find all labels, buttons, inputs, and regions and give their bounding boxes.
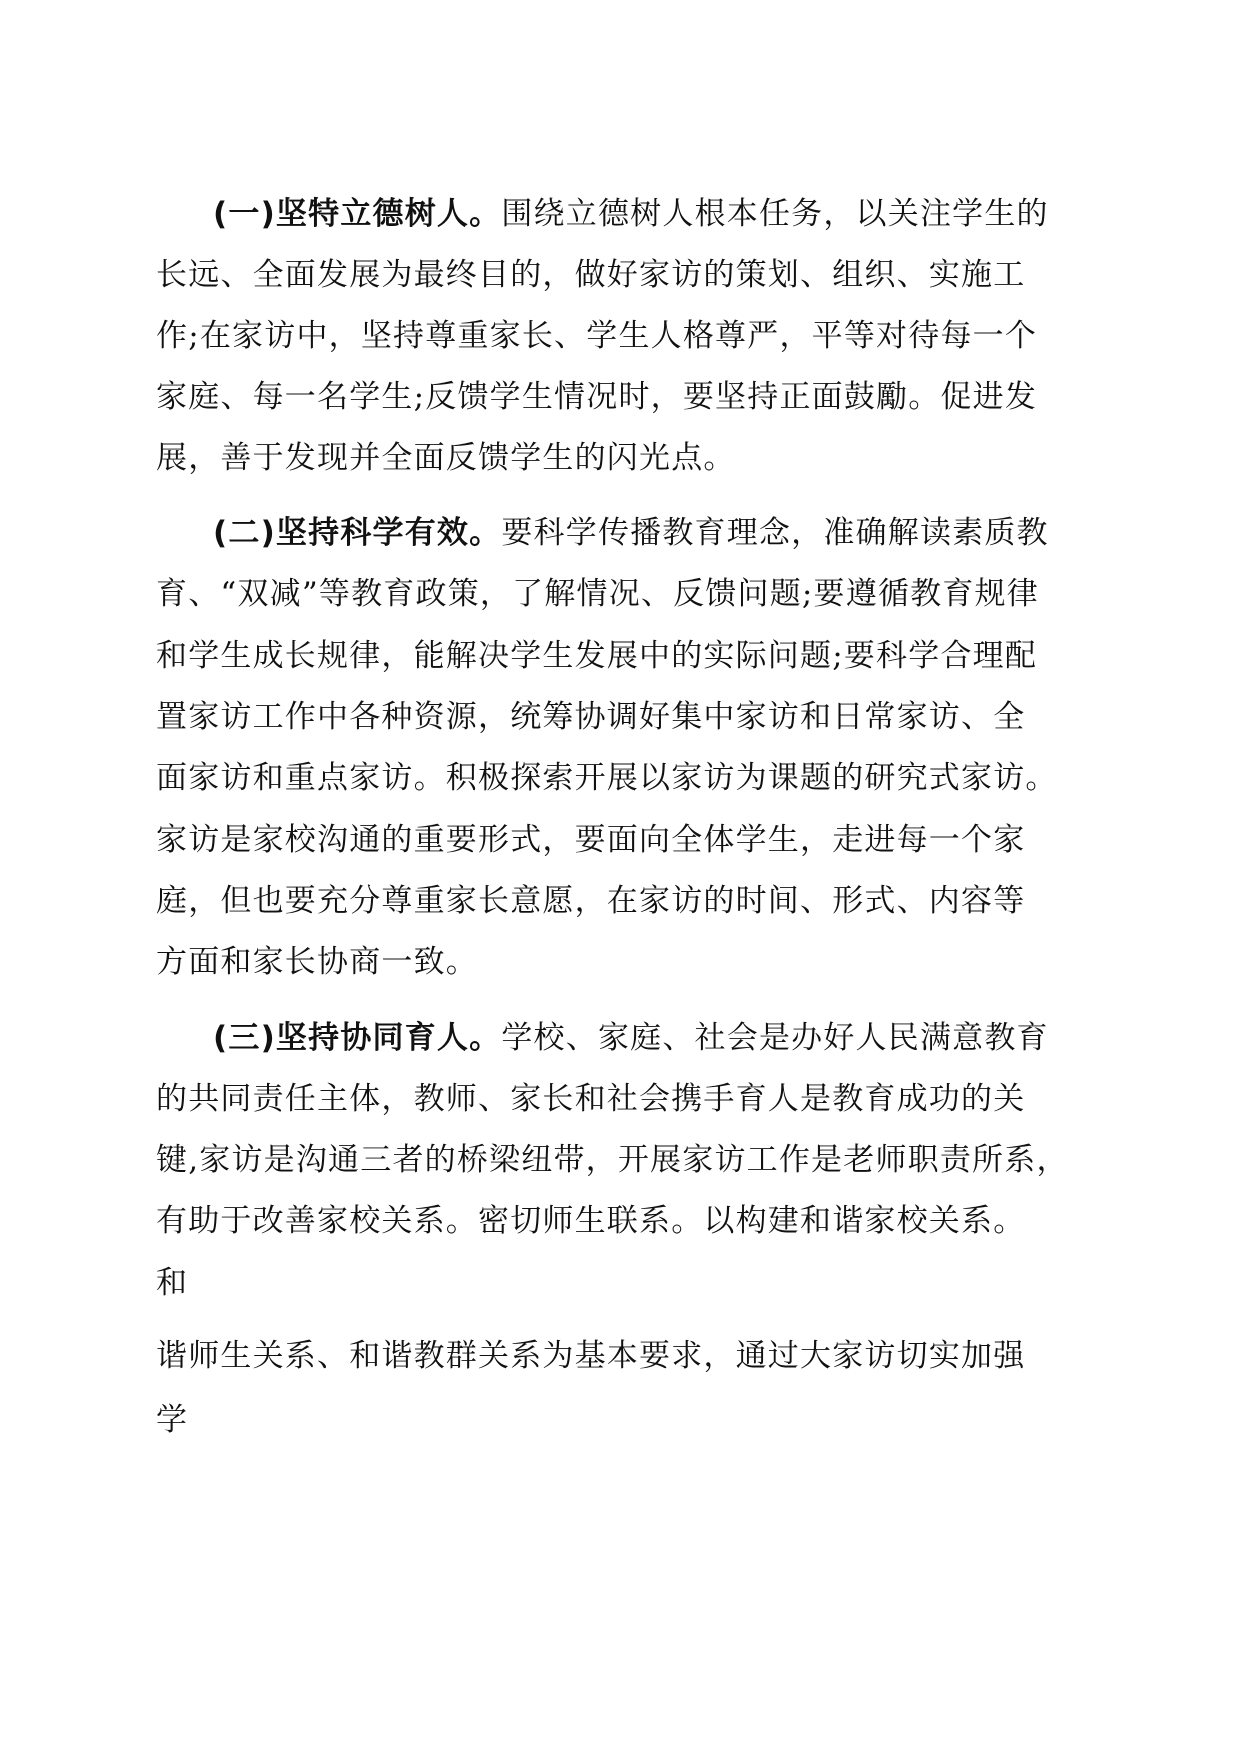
paragraph-2-line-3: 和学生成长规律，能解决学生发展中的实际问题;要科学合理配: [156, 638, 1038, 674]
paragraph-3-line-4: 有助于改善家校关系。密切师生联系。以构建和谐家校关系。: [156, 1203, 1026, 1239]
paragraph-3-heading: (三)坚持协同育人。: [213, 1020, 502, 1056]
paragraph-1-line-1: [213, 194, 1049, 234]
paragraph-3-line-5: 和: [156, 1265, 189, 1301]
paragraph-2-line-1: [213, 513, 1049, 553]
paragraph-1-line-4: 家庭、每一名学生;反馈学生情况时，要坚持正面鼓勵。促进发: [156, 379, 1038, 415]
paragraph-3-line-6: 谐师生关系、和谐教群关系为基本要求，通过大家访切实加强: [156, 1338, 1026, 1374]
paragraph-1-line-3: 作;在家访中，坚持尊重家长、学生人格尊严，平等对待每一个: [156, 318, 1038, 354]
paragraph-1-line-5: 展，善于发现并全面反馈学生的闪光点。: [156, 440, 736, 476]
paragraph-1-line-1-text: 围绕立德树人根本任务，以关注学生的: [501, 196, 1049, 232]
paragraph-2-line-7: 庭，但也要充分尊重家长意愿，在家访的时间、形式、内容等: [156, 883, 1026, 919]
paragraph-2-line-4: 置家访工作中各种资源，统筹协调好集中家访和日常家访、全: [156, 699, 1026, 735]
paragraph-2-line-8: 方面和家长协商一致。: [156, 944, 478, 980]
paragraph-3-line-1: [213, 1018, 1049, 1058]
paragraph-3-line-7: 学: [156, 1402, 189, 1438]
paragraph-3-line-2: 的共同责任主体，教师、家长和社会携手育人是教育成功的关: [156, 1081, 1026, 1117]
paragraph-2-line-2: 育、“双减”等教育政策，了解情况、反馈问题;要遵循教育规律: [156, 576, 1039, 612]
paragraph-2-line-5: 面家访和重点家访。积极探索开展以家访为课题的研究式家访。: [156, 760, 1058, 796]
paragraph-3-line-3: 键,家访是沟通三者的桥梁纽带，开展家访工作是老师职责所系，: [156, 1142, 1069, 1178]
paragraph-3-line-1-text: 学校、家庭、社会是办好人民满意教育: [501, 1020, 1049, 1056]
paragraph-1-heading: (一)坚特立德树人。: [213, 196, 502, 232]
paragraph-2-line-6: 家访是家校沟通的重要形式，要面向全体学生，走进每一个家: [156, 822, 1026, 858]
paragraph-2-heading: (二)坚持科学有效。: [213, 515, 502, 551]
paragraph-1-line-2: 长远、全面发展为最终目的，做好家访的策划、组织、实施工: [156, 257, 1026, 293]
paragraph-2-line-1-text: 要科学传播教育理念，准确解读素质教: [501, 515, 1049, 551]
